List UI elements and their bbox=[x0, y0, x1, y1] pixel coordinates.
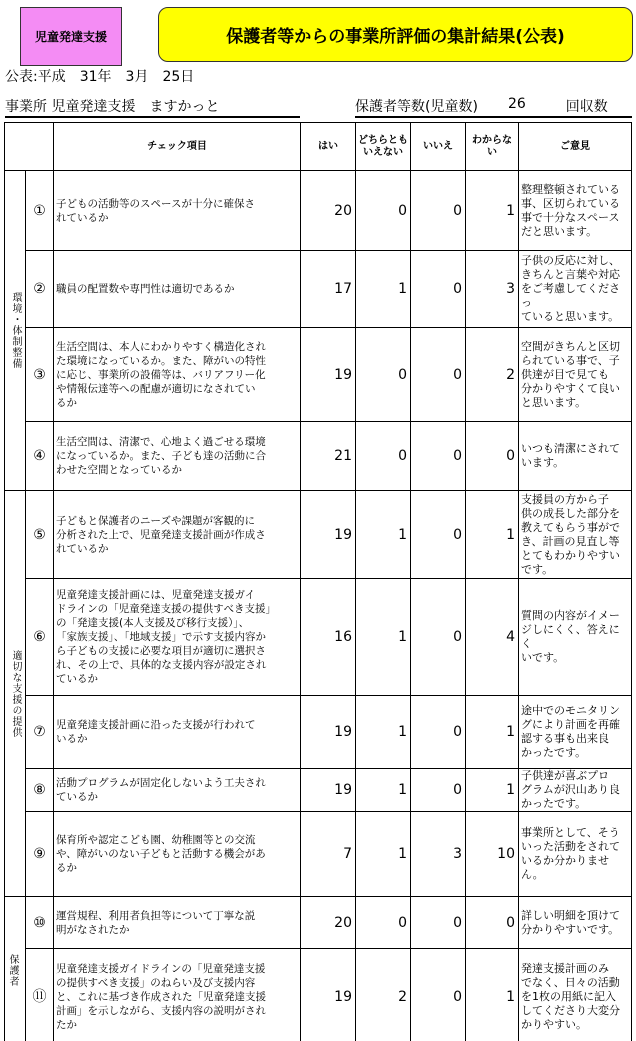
check-item: 児童発達支援計画に沿った支援が行われて いるか bbox=[54, 696, 301, 769]
yes-count: 7 bbox=[301, 812, 356, 897]
table-row bbox=[5, 491, 632, 579]
no-count: 0 bbox=[411, 328, 466, 422]
neither-count: 1 bbox=[356, 769, 411, 812]
header-blank bbox=[5, 123, 54, 171]
neither-count: 0 bbox=[356, 171, 411, 251]
unknown-count: 1 bbox=[466, 696, 519, 769]
item-number: ① bbox=[26, 171, 54, 251]
item-number: ⑥ bbox=[26, 579, 54, 696]
neither-count: 1 bbox=[356, 696, 411, 769]
yes-count: 20 bbox=[301, 171, 356, 251]
item-number: ⑦ bbox=[26, 696, 54, 769]
header-unknown: わからな い bbox=[466, 123, 519, 171]
check-item: 運営規程、利用者負担等について丁寧な説 明がなされたか bbox=[54, 897, 301, 949]
category-label: 適切な支援の提供 bbox=[5, 491, 26, 897]
check-item: 職員の配置数や専門性は適切であるか bbox=[54, 251, 301, 328]
yes-count: 20 bbox=[301, 897, 356, 949]
service-badge: 児童発達支援 bbox=[20, 7, 122, 66]
yes-count: 19 bbox=[301, 328, 356, 422]
category-label: 保護者 bbox=[5, 897, 26, 1041]
table-row bbox=[5, 812, 632, 897]
header-item: チェック項目 bbox=[54, 123, 301, 171]
item-number: ⑨ bbox=[26, 812, 54, 897]
table-row bbox=[5, 171, 632, 251]
item-number: ② bbox=[26, 251, 54, 328]
no-count: 0 bbox=[411, 491, 466, 579]
unknown-count: 10 bbox=[466, 812, 519, 897]
header-neither: どちらとも いえない bbox=[356, 123, 411, 171]
unknown-count: 1 bbox=[466, 949, 519, 1041]
comment: 子供達が喜ぶプロ グラムが沢山あり良 かったです。 bbox=[519, 769, 632, 812]
count-value: 26 bbox=[507, 96, 526, 112]
comment: 質問の内容がイメー ジしにくく、答えにく いです。 bbox=[519, 579, 632, 696]
table-row bbox=[5, 251, 632, 328]
neither-count: 1 bbox=[356, 812, 411, 897]
table-row bbox=[5, 949, 632, 1041]
item-number: ④ bbox=[26, 422, 54, 491]
comment: 整理整頓されている 事、区切られている 事で十分なスペース だと思います。 bbox=[519, 171, 632, 251]
neither-count: 0 bbox=[356, 897, 411, 949]
comment: 詳しい明細を頂けて 分かりやすいです。 bbox=[519, 897, 632, 949]
unknown-count: 4 bbox=[466, 579, 519, 696]
header-comment: ご意見 bbox=[519, 123, 632, 171]
no-count: 0 bbox=[411, 897, 466, 949]
yes-count: 19 bbox=[301, 949, 356, 1041]
check-item: 子どもと保護者のニーズや課題が客観的に 分析された上で、児童発達支援計画が作成さ れているか bbox=[54, 491, 301, 579]
neither-count: 0 bbox=[356, 328, 411, 422]
comment: 空間がきちんと区切 られている事で、子 供達が目で見ても 分かりやすくて良い と思います。 bbox=[519, 328, 632, 422]
no-count: 0 bbox=[411, 422, 466, 491]
neither-count: 1 bbox=[356, 251, 411, 328]
publish-date: 公表:平成 31年 3月 25日 bbox=[5, 69, 195, 85]
header-no: いいえ bbox=[411, 123, 466, 171]
comment: 発達支援計画のみ でなく、日々の活動 を1枚の用紙に記入 してくださり大変分 かりやすい。 bbox=[519, 949, 632, 1041]
table-row bbox=[5, 328, 632, 422]
check-item: 生活空間は、本人にわかりやすく構造化され た環境になっているか。また、障がいの特性 に応じ、事業所の設備等は、バリアフリー化 や情報伝達等への配慮が適切になされてい るか bbox=[54, 328, 301, 422]
unknown-count: 1 bbox=[466, 171, 519, 251]
check-item: 保育所や認定こども園、幼稚園等との交流 や、障がいのない子どもと活動する機会があ るか bbox=[54, 812, 301, 897]
item-number: ⑪ bbox=[26, 949, 54, 1041]
comment: いつも清潔にされて います。 bbox=[519, 422, 632, 491]
no-count: 0 bbox=[411, 769, 466, 812]
office-name: 事業所 児童発達支援 ますかっと bbox=[5, 96, 300, 118]
neither-count: 1 bbox=[356, 491, 411, 579]
item-number: ③ bbox=[26, 328, 54, 422]
yes-count: 17 bbox=[301, 251, 356, 328]
comment: 事業所として、そう いった活動をされて いるか分かりませ ん。 bbox=[519, 812, 632, 897]
item-number: ⑩ bbox=[26, 897, 54, 949]
evaluation-table bbox=[4, 122, 632, 1041]
header-yes: はい bbox=[301, 123, 356, 171]
no-count: 0 bbox=[411, 171, 466, 251]
neither-count: 1 bbox=[356, 579, 411, 696]
yes-count: 21 bbox=[301, 422, 356, 491]
check-item: 生活空間は、清潔で、心地よく過ごせる環境 になっているか。また、子ども達の活動に合 わせた空間となっているか bbox=[54, 422, 301, 491]
no-count: 0 bbox=[411, 949, 466, 1041]
header-row bbox=[5, 123, 632, 171]
unknown-count: 0 bbox=[466, 897, 519, 949]
yes-count: 19 bbox=[301, 769, 356, 812]
count-label: 保護者等数(児童数) bbox=[355, 99, 478, 115]
no-count: 0 bbox=[411, 579, 466, 696]
unknown-count: 0 bbox=[466, 422, 519, 491]
no-count: 0 bbox=[411, 251, 466, 328]
yes-count: 16 bbox=[301, 579, 356, 696]
unknown-count: 1 bbox=[466, 491, 519, 579]
page-title: 保護者等からの事業所評価の集計結果(公表) bbox=[158, 7, 633, 62]
table-row bbox=[5, 696, 632, 769]
no-count: 3 bbox=[411, 812, 466, 897]
neither-count: 0 bbox=[356, 422, 411, 491]
check-item: 児童発達支援計画には、児童発達支援ガイ ドラインの「児童発達支援の提供すべき支援」 の「発達支援(本人支援及び移行支援）」、 「家族支援」、「地域支援」で示す支援内容か ら子どもの支援に必要な項目が適切に選択さ れ、その上で、具体的な支援内容が設定され ているか bbox=[54, 579, 301, 696]
respondent-count bbox=[355, 96, 632, 118]
neither-count: 2 bbox=[356, 949, 411, 1041]
check-item: 子どもの活動等のスペースが十分に確保さ れているか bbox=[54, 171, 301, 251]
item-number: ⑧ bbox=[26, 769, 54, 812]
table-row bbox=[5, 769, 632, 812]
check-item: 活動プログラムが固定化しないよう工夫され ているか bbox=[54, 769, 301, 812]
yes-count: 19 bbox=[301, 696, 356, 769]
item-number: ⑤ bbox=[26, 491, 54, 579]
comment: 途中でのモニタリン グにより計画を再確 認する事も出来良 かったです。 bbox=[519, 696, 632, 769]
yes-count: 19 bbox=[301, 491, 356, 579]
unknown-count: 2 bbox=[466, 328, 519, 422]
category-label: 環境・体制整備 bbox=[5, 171, 26, 491]
check-item: 児童発達支援ガイドラインの「児童発達支援 の提供すべき支援」のねらい及び支援内容 と、これに基づき作成された「児童発達支援 計画」を示しながら、支援内容の説明がされ たか bbox=[54, 949, 301, 1041]
collected-label: 回収数 bbox=[565, 99, 608, 115]
table-row bbox=[5, 422, 632, 491]
table-row bbox=[5, 897, 632, 949]
unknown-count: 3 bbox=[466, 251, 519, 328]
unknown-count: 1 bbox=[466, 769, 519, 812]
no-count: 0 bbox=[411, 696, 466, 769]
comment: 子供の反応に対し、 きちんと言葉や対応 をご考慮してくださっ ていると思います。 bbox=[519, 251, 632, 328]
comment: 支援員の方から子 供の成長した部分を 教えてもらう事がで き、計画の見直し等 とてもわかりやすい です。 bbox=[519, 491, 632, 579]
table-row bbox=[5, 579, 632, 696]
